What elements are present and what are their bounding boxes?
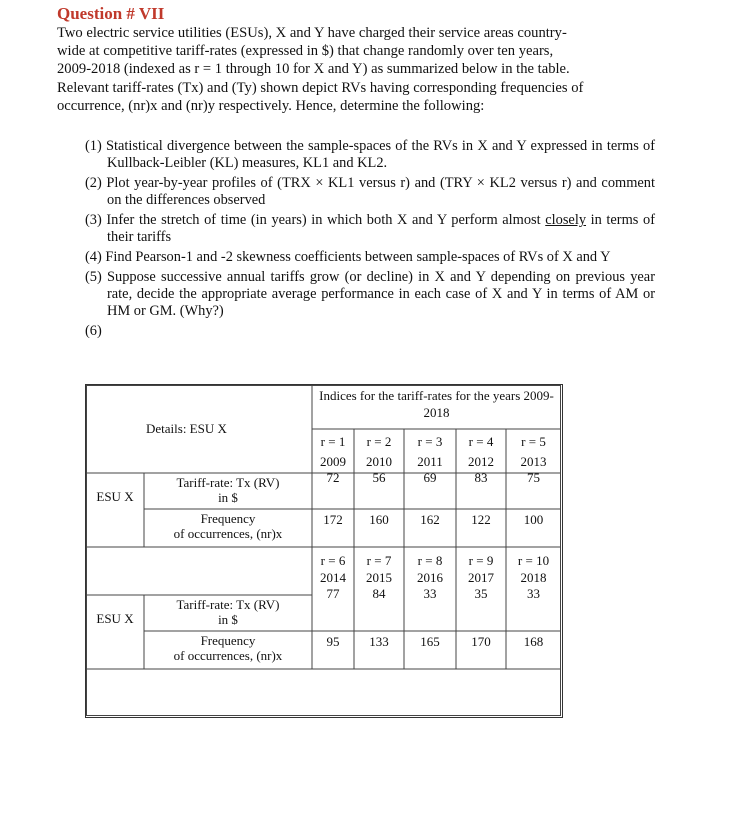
esu-label: ESU X: [96, 611, 134, 626]
index-cell: r = 6: [320, 553, 346, 568]
frequency-cell: 122: [471, 512, 491, 527]
intro-line: Two electric service utilities (ESUs), X and Y have charged their service areas country-: [57, 25, 567, 41]
frequency-cell: 160: [369, 512, 389, 527]
index-cell: r = 4: [468, 434, 494, 449]
tariff-cell: 69: [423, 470, 437, 485]
frequency-cell: 100: [523, 512, 544, 527]
question-item: [85, 138, 655, 172]
frequency-cell: 172: [323, 512, 343, 527]
question-item: [85, 212, 655, 246]
frequency-cell: 170: [471, 634, 491, 649]
freq-label-line: of occurrences, (nr)x: [173, 526, 283, 541]
intro-line: wide at competitive tariff-rates (expressed in $) that change randomly over ten years,: [57, 43, 554, 60]
question-number: (6): [85, 323, 102, 339]
question-item: [85, 269, 655, 320]
freq-label-line: of occurrences, (nr)x: [173, 648, 283, 663]
tariff-cell: 33: [423, 586, 437, 601]
freq-label-line: Frequency: [200, 511, 256, 526]
freq-label: [144, 511, 312, 541]
index-cell: r = 7: [366, 553, 392, 568]
index-cell: r = 9: [468, 553, 494, 568]
tariff-cell: 35: [474, 586, 488, 601]
tariff-cell: 75: [527, 470, 540, 485]
year-cell: 2011: [417, 454, 443, 469]
tariff-cell: 77: [326, 586, 340, 601]
question-item: [85, 175, 655, 209]
question-text: Find Pearson-1 and -2 skewness coefficients between sample-spaces of RVs of X and Y: [105, 249, 611, 265]
question-item: [85, 249, 655, 266]
index-cell: r = 10: [517, 553, 550, 568]
index-cell: r = 1: [320, 434, 346, 449]
question-number: (3): [85, 212, 102, 228]
tariff-label-line: in $: [218, 490, 238, 505]
question-item: [85, 323, 655, 340]
esu-label: ESU X: [96, 489, 134, 504]
tariff-label: [144, 597, 312, 627]
tariff-cell: 56: [372, 470, 386, 485]
tariff-label-line: in $: [218, 612, 238, 627]
tariff-cell: 33: [527, 586, 540, 601]
intro-line: 2009-2018 (indexed as r = 1 through 10 for X and Y) as summarized below in the table.: [57, 61, 570, 78]
tariff-cell: 84: [372, 586, 386, 601]
question-number: (2): [85, 175, 102, 191]
frequency-cell: 168: [523, 634, 544, 649]
index-cell: r = 3: [417, 434, 443, 449]
intro-line: Relevant tariff-rates (Tx) and (Ty) shown depict RVs having corresponding frequencies of: [57, 79, 584, 96]
question-text: Infer the stretch of time (in years) in which both X and Y perform almost: [106, 212, 546, 228]
intro-paragraph: [57, 24, 657, 115]
question-title: Question # VII: [57, 4, 165, 23]
freq-label-line: Frequency: [200, 633, 256, 648]
year-cell: 2018: [520, 570, 547, 585]
frequency-cell: 165: [420, 634, 440, 649]
question-number: (4): [85, 249, 102, 265]
question-text: Statistical divergence between the sample-spaces of the RVs in X and Y expressed in terms of Kullback-Leibler (KL) measures, KL1 and KL2.: [106, 138, 655, 171]
question-text-underlined: closely: [545, 212, 587, 228]
frequency-cell: 162: [420, 512, 440, 527]
year-cell: 2014: [320, 570, 346, 585]
index-cell: r = 5: [521, 434, 546, 449]
frequency-cell: 133: [369, 634, 389, 649]
frequency-cell: 95: [326, 634, 340, 649]
year-cell: 2010: [366, 454, 392, 469]
tariff-label-line: Tariff-rate: Tx (RV): [176, 597, 280, 612]
question-text: in terms of their tariffs: [107, 212, 655, 245]
tariff-table: [85, 384, 563, 718]
table-header-title: Indices for the tariff-rates for the years 2009-2018: [319, 388, 554, 420]
question-number: (5): [85, 269, 102, 285]
tariff-cell: 83: [474, 470, 488, 485]
year-cell: 2013: [520, 454, 547, 469]
year-cell: 2012: [468, 454, 494, 469]
tariff-label-line: Tariff-rate: Tx (RV): [176, 475, 280, 490]
year-cell: 2016: [417, 570, 443, 585]
year-cell: 2009: [320, 454, 346, 469]
question-number: (1): [85, 138, 102, 154]
tariff-label: [144, 475, 312, 505]
question-text: Suppose successive annual tariffs grow (or decline) in X and Y depending on previous year rate, decide the appropriate average performance in each case of X and Y in terms of AM or HM or GM. (Why?): [107, 269, 655, 319]
year-cell: 2017: [468, 570, 494, 585]
question-list: [85, 138, 655, 343]
tariff-cell: 72: [326, 470, 340, 485]
question-text: Plot year-by-year profiles of (TRX × KL1 versus r) and (TRY × KL2 versus r) and comment on the differences observed: [106, 175, 655, 208]
year-cell: 2015: [366, 570, 392, 585]
index-cell: r = 8: [417, 553, 443, 568]
freq-label: [144, 633, 312, 663]
index-cell: r = 2: [366, 434, 392, 449]
intro-line: occurrence, (nr)x and (nr)y respectively. Hence, determine the following:: [57, 97, 485, 114]
details-label: Details: ESU X: [146, 421, 227, 436]
